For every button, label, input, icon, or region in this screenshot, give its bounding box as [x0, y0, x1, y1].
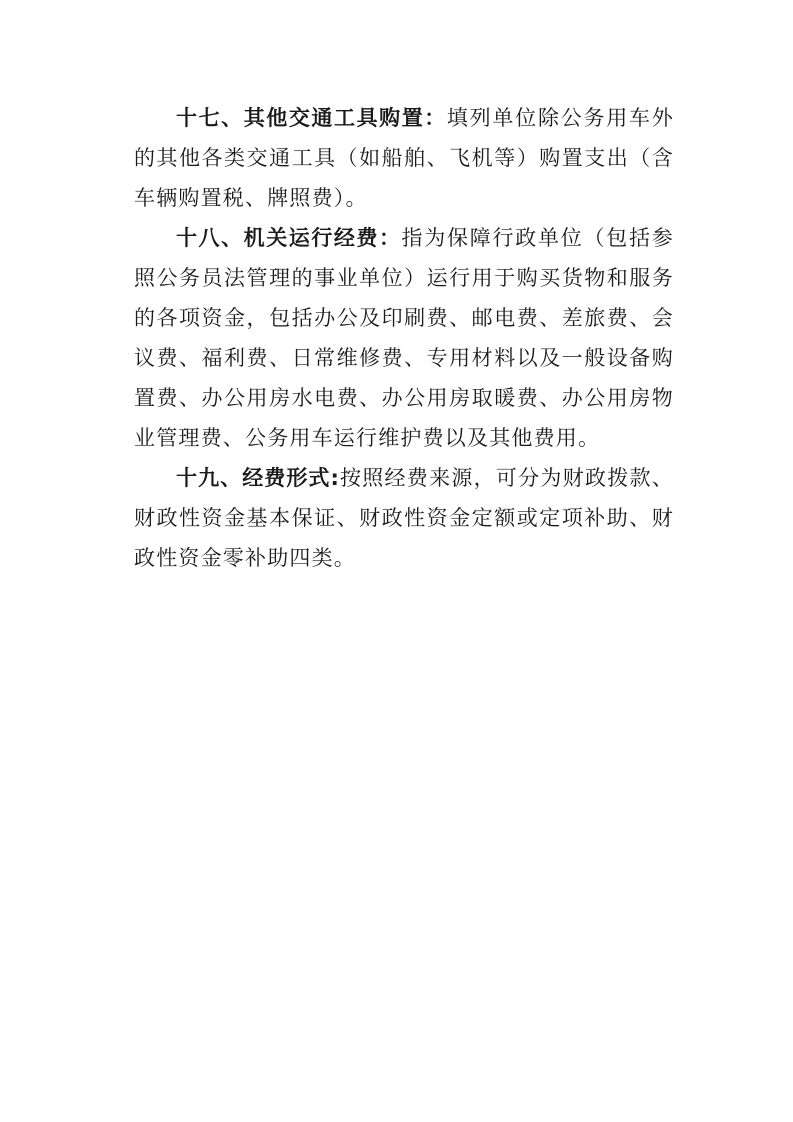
term-definition: 填列单位除公务用车外的其他各类交通工具（如船舶、飞机等）购置支出（含车辆购置税、牌照费）。 [134, 106, 675, 210]
paragraph-other-transport-purchase [134, 98, 674, 218]
document-body [134, 98, 674, 578]
term-definition: 指为保障行政单位（包括参照公务员法管理的事业单位）运行用于购买货物和服务的各项资金，包括办公及印刷费、邮电费、差旅费、会议费、福利费、日常维修费、专用材料以及一般设备购置费、办公用房水电费、办公用房取暖费、办公用房物业管理费、公务用车运行维护费以及其他费用。 [134, 226, 675, 450]
term-heading: 十八、机关运行经费： [176, 226, 402, 250]
term-heading: 十七、其他交通工具购置： [176, 106, 447, 130]
paragraph-agency-operating-expenses [134, 218, 674, 458]
term-definition: 按照经费来源，可分为财政拨款、财政性资金基本保证、财政性资金定额或定项补助、财政性资金零补助四类。 [134, 466, 674, 570]
term-heading: 十九、经费形式: [176, 466, 340, 490]
paragraph-funding-form [134, 458, 674, 578]
